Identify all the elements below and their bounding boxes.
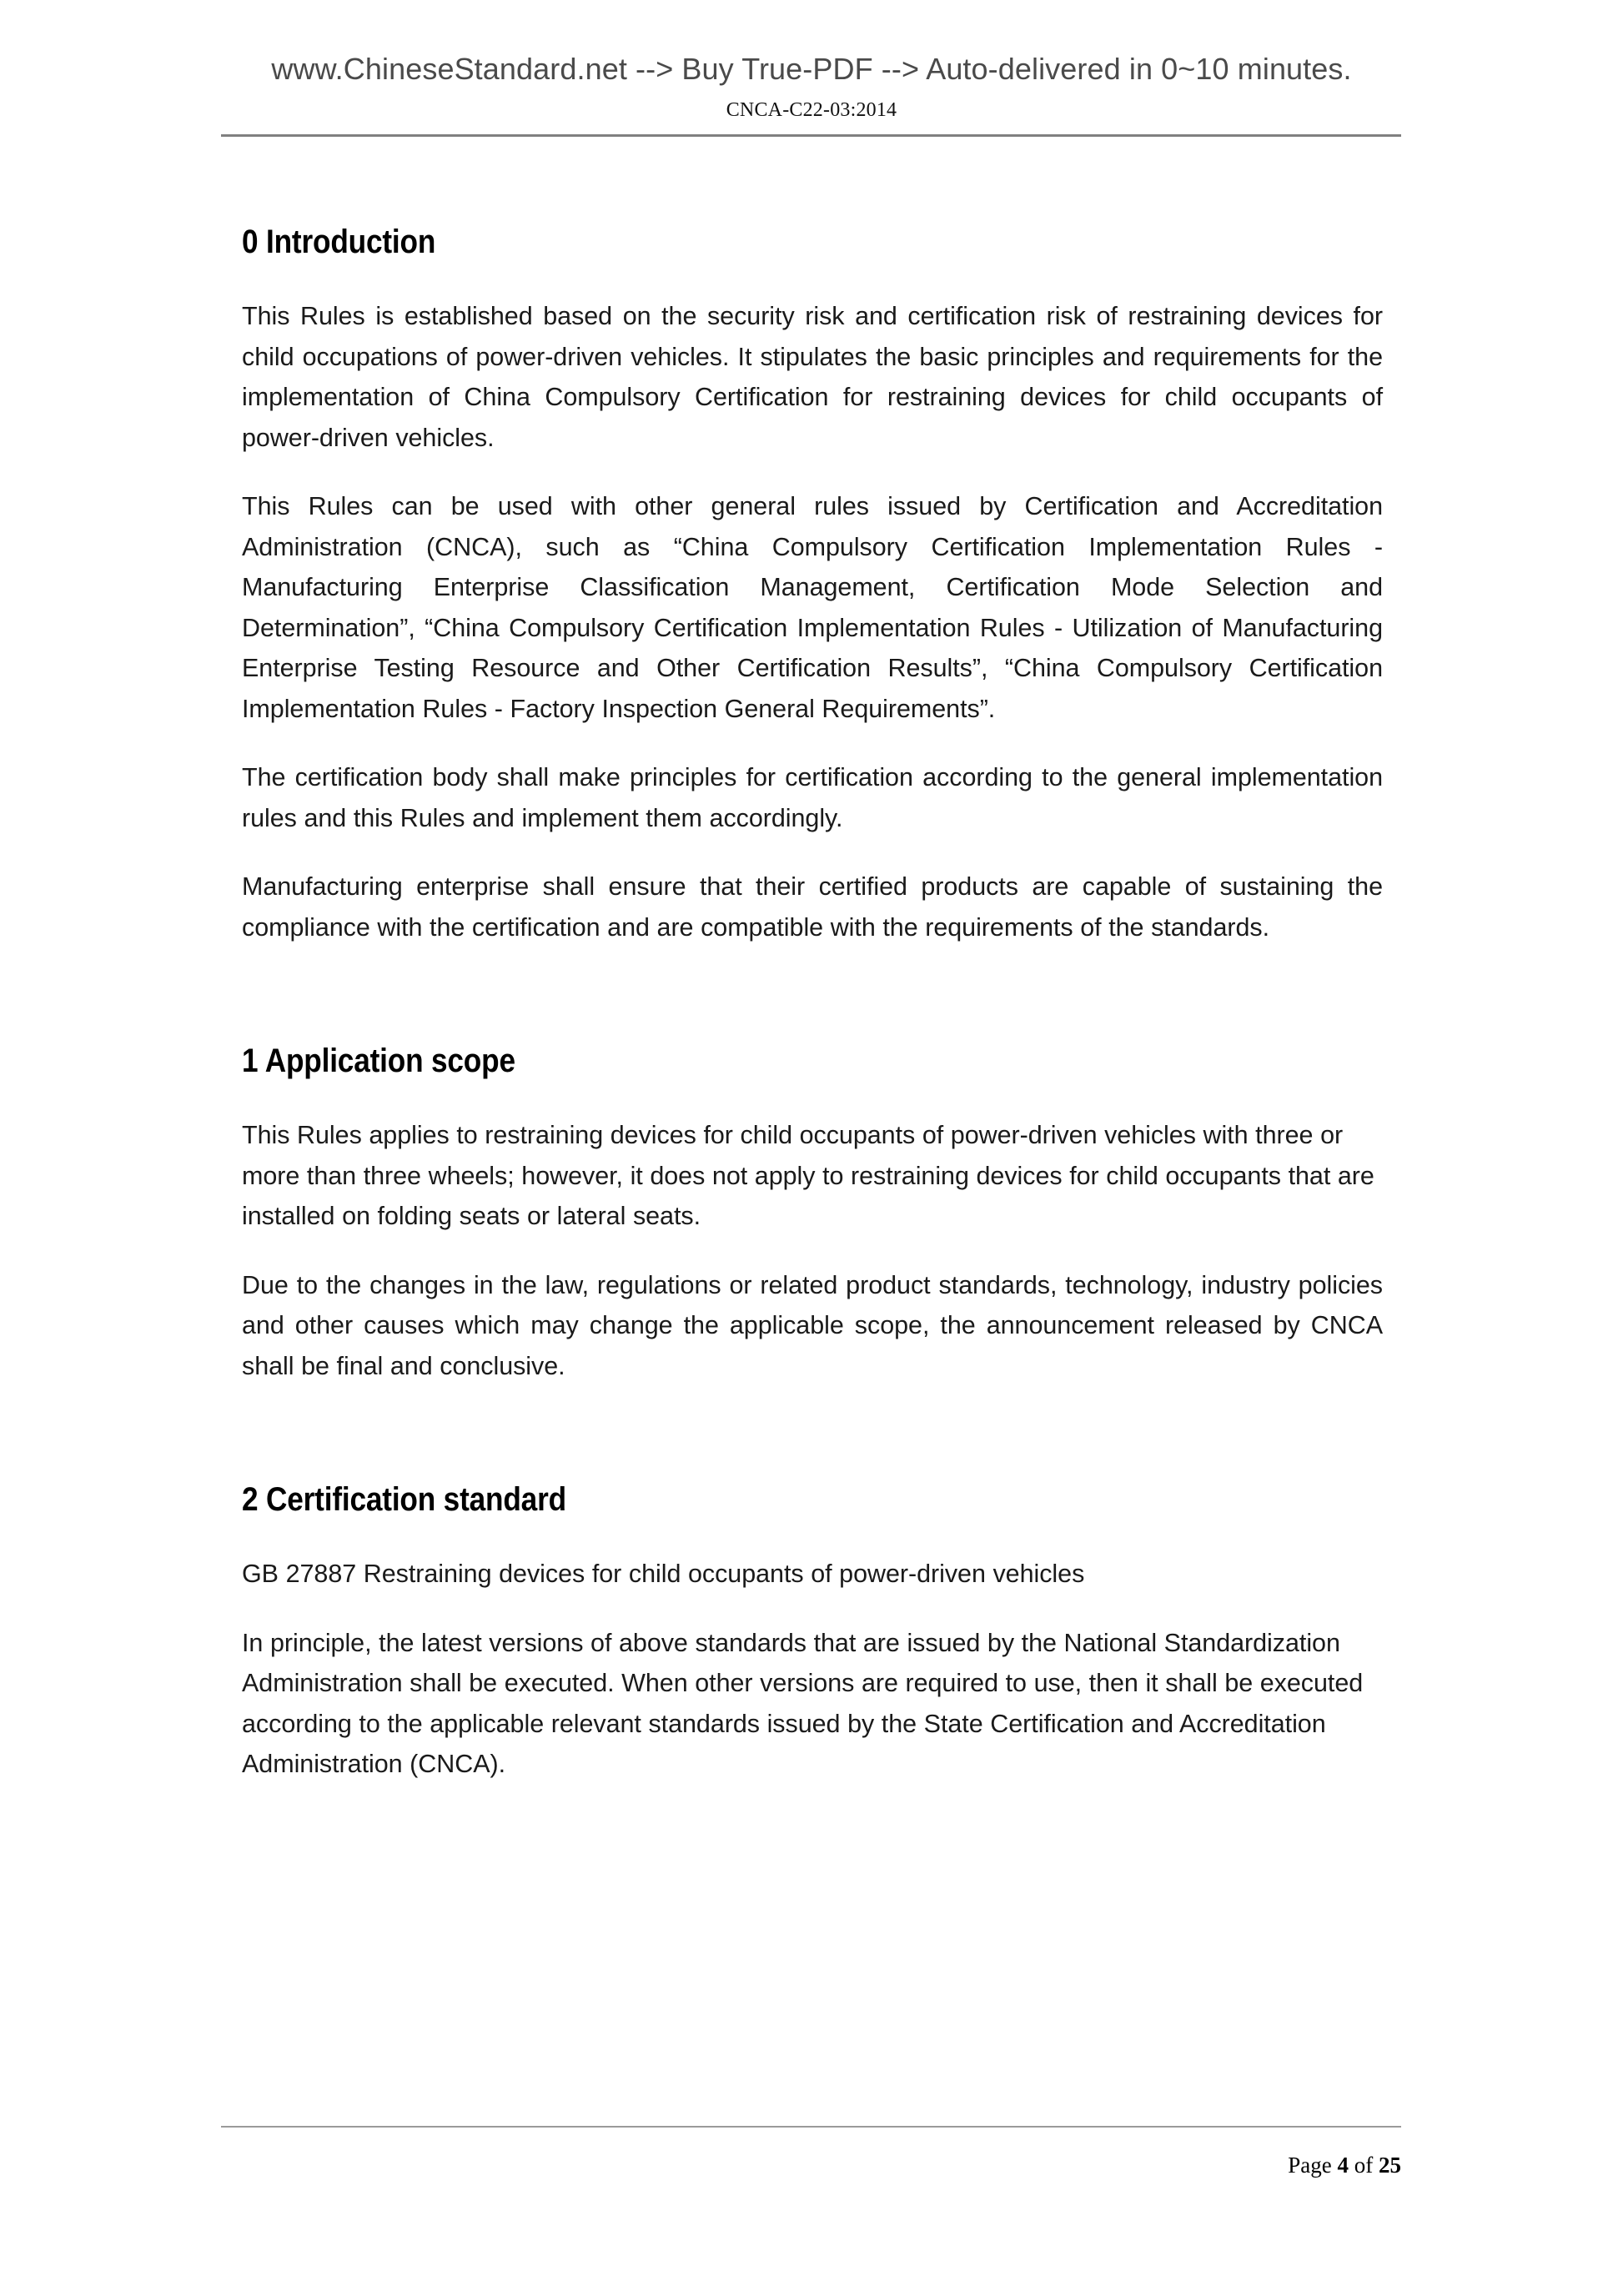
spacer [242,262,1383,296]
spacer [242,1081,1383,1115]
spacer [242,729,1383,757]
document-number: CNCA-C22-03:2014 [726,99,897,121]
spacer [242,1595,1383,1623]
watermark-text: www.ChineseStandard.net --> Buy True-PDF --> Auto-delivered in 0~10 minutes. [271,52,1352,86]
standard-reference: GB 27887 Restraining devices for child occupants of power-driven vehicles [242,1560,1085,1588]
paragraph: This Rules is established based on the security risk and certification risk of restraining devices for child occupations of power-driven vehicles. It stipulates the basic principles and requirements for the implementation of China Compulsory Certification for restraining devices for child occupants of power-driven vehicles. [242,302,1383,452]
paragraph: This Rules applies to restraining devices for child occupants of power-driven vehicles with three or more than three wheels; however, it does not apply to restraining devices for child occupants that are installed on folding seats or lateral seats. [242,1121,1374,1230]
document-body [242,200,1383,1785]
paragraph: The certification body shall make principles for certification according to the general implementation rules and this Rules and implement them accordingly. [242,763,1383,832]
section-heading-certification-standard: 2 Certification standard [242,1481,566,1518]
paragraph: Due to the changes in the law, regulations or related product standards, technology, industry policies and other causes which may change the applicable scope, the announcement released by CNCA shall be final and conclusive. [242,1270,1383,1380]
footer-divider [221,2126,1401,2128]
header-divider [221,134,1401,137]
spacer [242,458,1383,486]
section-heading-introduction: 0 Introduction [242,224,436,260]
page-total: 25 [1379,2153,1401,2178]
section-2 [242,1480,1383,1520]
page-number [1288,2153,1401,2178]
spacer [242,838,1383,867]
paragraph: This Rules can be used with other general rules issued by Certification and Accreditation Administration (CNCA), such as “China Compulsory Certification Implementation Rules - Manufacturing Enterprise Classification Management, Certification Mode Selection and Determination”, “China Compulsory Certification Implementation Rules - Utilization of Manufacturing Enterprise Testing Resource and Other Certification Results”, “China Compulsory Certification Implementation Rules - Factory Inspection General Requirements”. [242,492,1383,723]
page-of-label: of [1354,2153,1374,2178]
section-0 [242,222,1383,262]
page-footer [0,2113,1623,2296]
spacer [242,1520,1383,1554]
section-heading-application-scope: 1 Application scope [242,1042,515,1079]
section-1 [242,1041,1383,1081]
paragraph: Manufacturing enterprise shall ensure that their certified products are capable of sustaining the compliance with the certification and are compatible with the requirements of the standards. [242,872,1383,942]
page-current: 4 [1337,2153,1349,2178]
page-header [0,0,1623,146]
page-label: Page [1288,2153,1332,2178]
paragraph: In principle, the latest versions of above standards that are issued by the National Standardization Administration shall be executed. When other versions are required to use, then it shall be executed according to the applicable relevant standards issued by the State Certification and Accreditation Administration (CNCA). [242,1628,1364,1778]
spacer [242,1237,1383,1265]
